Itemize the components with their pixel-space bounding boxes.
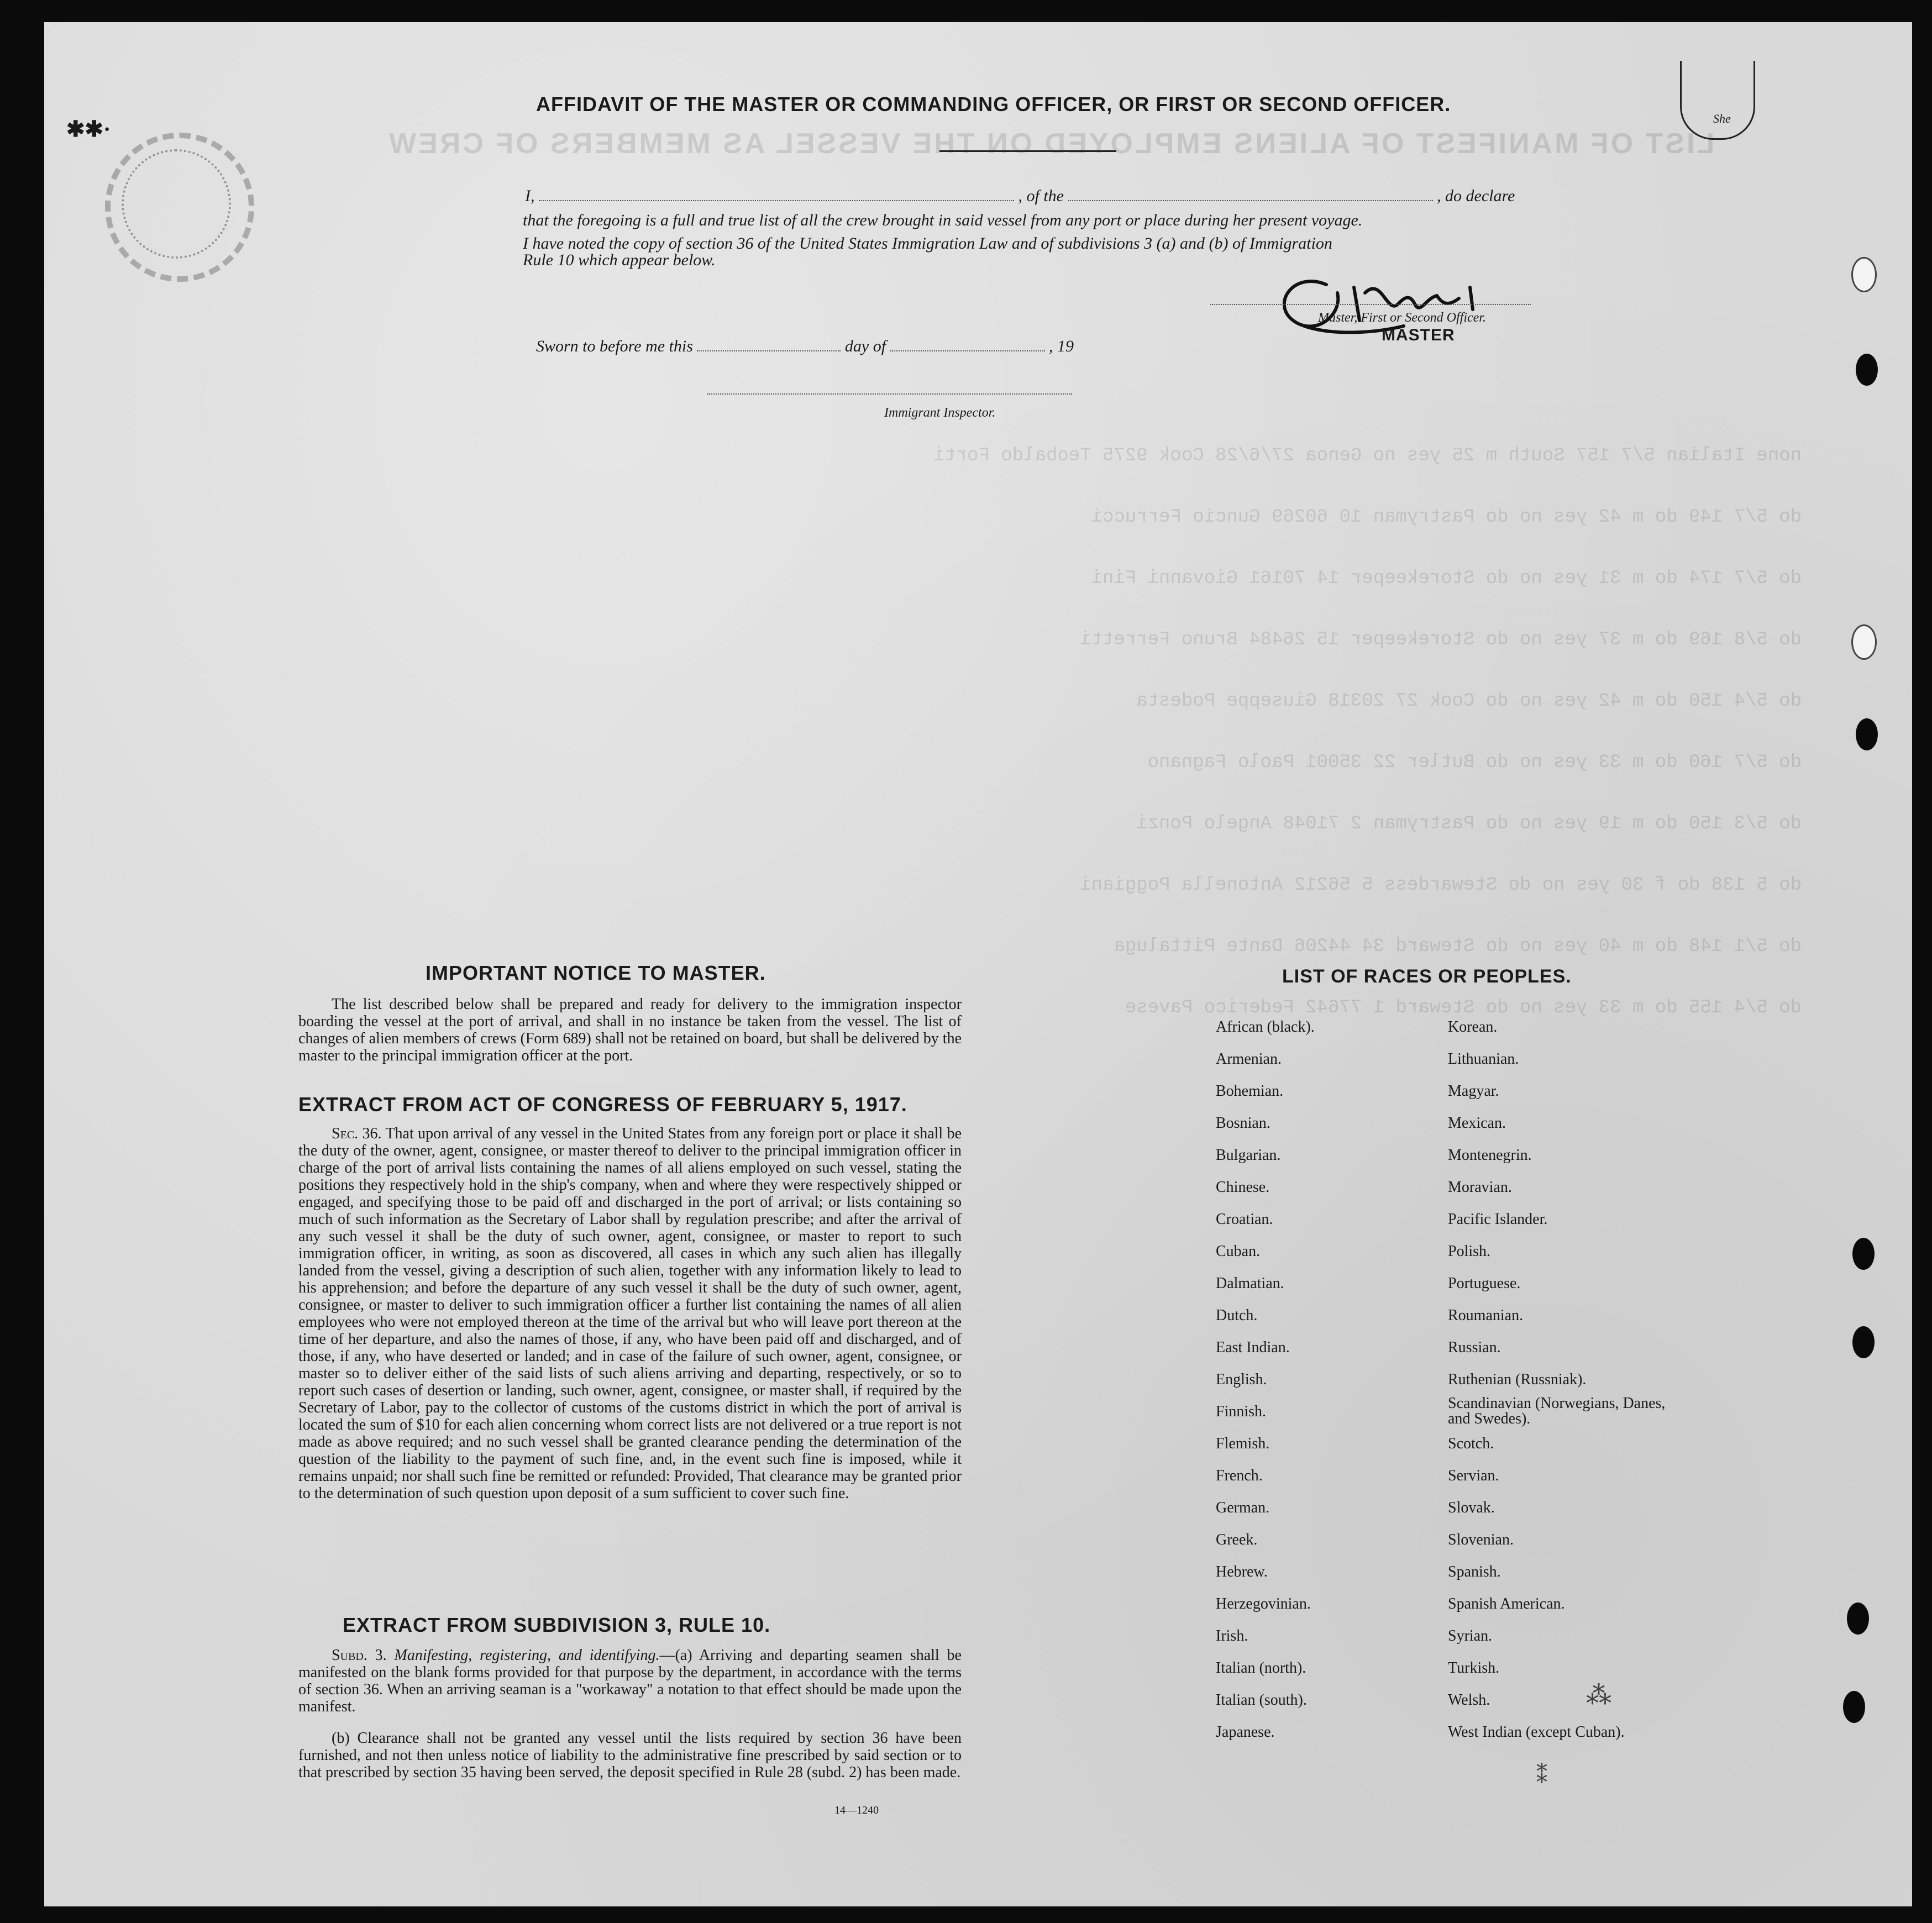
title-underline (939, 150, 1116, 152)
binder-hole (1856, 718, 1878, 750)
binder-hole (1851, 624, 1877, 660)
signature-line (1210, 304, 1531, 305)
document-page (44, 22, 1912, 1906)
race-item: Irish. (1216, 1627, 1248, 1644)
race-item: Slovak. (1448, 1499, 1495, 1516)
declaration-text: , of the (1018, 187, 1064, 205)
extract-rule-title: EXTRACT FROM SUBDIVISION 3, RULE 10. (343, 1614, 771, 1636)
form-number: 14—1240 (834, 1804, 879, 1816)
race-item: Finnish. (1216, 1403, 1267, 1420)
race-item: Servian. (1448, 1467, 1499, 1484)
notice-body: The list described below shall be prepared and ready for delivery to the immigration inspector boarding the vessel at the port of arrival, and shall in no instance be taken from the vessel. The list of changes of alien members of crews (Form 689) shall not be retained on board, but shall be delivered by the master to the principal immigration officer at the port. (298, 996, 962, 1064)
blank-month (890, 339, 1045, 351)
binder-hole (1856, 354, 1878, 386)
race-item: Polish. (1448, 1243, 1491, 1260)
race-item: Bohemian. (1216, 1083, 1284, 1100)
master-stamp: MASTER (1382, 326, 1455, 344)
blank-day (697, 339, 841, 351)
race-item: Bulgarian. (1216, 1147, 1281, 1164)
race-item: French. (1216, 1467, 1263, 1484)
declaration-line-2: that the foregoing is a full and true list of all the crew brought in said vessel from any port or place during her present voyage. (523, 211, 1363, 229)
sworn-text: Sworn to before me this (536, 337, 693, 355)
declaration-line-4: Rule 10 which appear below. (523, 251, 716, 269)
race-item: Roumanian. (1448, 1307, 1524, 1324)
race-item: Pacific Islander. (1448, 1211, 1548, 1228)
race-item: West Indian (except Cuban). (1448, 1724, 1625, 1741)
binder-hole (1852, 1326, 1875, 1358)
sworn-text: , 19 (1049, 337, 1074, 355)
race-item: English. (1216, 1371, 1267, 1388)
binder-hole (1851, 257, 1877, 292)
race-item: Herzegovinian. (1216, 1595, 1311, 1612)
ink-smudge: ⁑ (1536, 1763, 1547, 1788)
extract-act-body (298, 1125, 962, 1502)
races-right-column (1448, 1011, 1669, 1748)
section-text: That upon arrival of any vessel in the United States from any foreign port or place it shall be the duty of the owner, agent, consignee, or master thereof to deliver to the principal immigration officer in charge of the port of arrival lists containing the names of all aliens employed on such vessel, stating the positions they respectively hold in the ship's company, when and where they were respectively shipped or engaged, and specifying those to be paid off and discharged in the port of arrival; or lists containing so much of such information as the Secretary of Labor shall by regulation prescribe; and after the arrival of any such vessel it shall be the duty of such owner, agent, consignee, or master to report to such immigration officer, in writing, as soon as discovered, all cases in which any such alien has illegally landed from the vessel, giving a description of such alien, together with any information likely to lead to his apprehension; and before the departure of any such vessel it shall be the duty of such owner, agent, consignee, or master to deliver to such immigration officer a further list containing the names of all alien employees who were not employed thereon at the time of the arrival but who will leave port thereon at the time of her departure, and also the names of those, if any, who have been paid off and discharged, and of those, if any, who have deserted or landed; and in case of the failure of such owner, agent, consignee, or master so to deliver either of the said lists of such aliens arriving and departing, respectively, or so to report such cases of desertion or landing, such owner, agent, consignee, or master shall, if required by the Secretary of Labor, pay to the collector of customs of the customs district in which the port of arrival is located the sum of $10 for each alien concerning whom correct lists are not delivered or a true report is not made as above required; and no such vessel shall be granted clearance pending the determination of the question of the liability to the payment of such fine, and, in the event such fine is imposed, while it remains unpaid; nor shall such fine be remitted or refunded: Provided, That clearance may be granted prior to the determination of such question upon deposit of a sum sufficient to cover such fine. (298, 1125, 962, 1502)
race-item: Welsh. (1448, 1691, 1490, 1709)
race-item: Turkish. (1448, 1659, 1500, 1677)
extract-rule-para-b: (b) Clearance shall not be granted any vessel until the lists required by section 36 have been furnished, and not then unless notice of liability to the administrative fine prescribed by said section or to that prescribed by section 35 having been served, the deposit specified in Rule 28 (subd. 2) has been made. (298, 1730, 962, 1781)
affidavit-title: AFFIDAVIT OF THE MASTER OR COMMANDING OFFICER, OR FIRST OR SECOND OFFICER. (536, 93, 1451, 115)
race-item: Lithuanian. (1448, 1050, 1519, 1068)
race-item: Japanese. (1216, 1724, 1275, 1741)
race-item: Scotch. (1448, 1435, 1494, 1452)
race-item: Armenian. (1216, 1050, 1282, 1068)
sheet-label: She (1713, 112, 1731, 125)
race-item: Russian. (1448, 1339, 1501, 1356)
signature-label: Master, First or Second Officer. (1318, 311, 1486, 325)
ink-smudge: ⁂ (1586, 1681, 1611, 1709)
official-seal-inner-ring (122, 149, 231, 259)
race-item: Italian (north). (1216, 1659, 1306, 1677)
inspector-signature-line (707, 393, 1072, 395)
race-item: Portuguese. (1448, 1275, 1521, 1292)
declaration-text: , do declare (1437, 187, 1515, 205)
binder-hole (1843, 1691, 1865, 1723)
race-item: Dalmatian. (1216, 1275, 1284, 1292)
binder-hole (1852, 1238, 1875, 1270)
blank-officer-name (539, 189, 1014, 201)
declaration-line-1 (525, 187, 1515, 206)
declaration-text: I, (525, 187, 535, 205)
inspector-label: Immigrant Inspector. (884, 406, 996, 420)
bleed-through-rows: none Italian 5/7 157 South m 25 yes no Genoa 27/6/28 Cook 9275 Teobaldo Forti do 5/7 149 do m 42 yes no do Pastryman 10 60269 Guncio Ferrucci do 5/7 174 do m 31 yes no do Storekeeper 14 70161 Giovanni Fini do 5/8 169 do m 37 yes no do Storekeeper 15 26484 Bruno Ferretti do 5/4 150 do m 42 yes no do Cook 27 20318 Giuseppe Podesta do 5/7 160 do m 33 yes no do Butler 22 35001 Paolo Fagnano do 5/3 150 do m 19 yes no do Pastryman 2 71048 Angelo Ponzi do 5 138 do f 30 yes no do Stewardess 5 56212 Antonella Poggiani do 5/1 148 do m 40 yes no do Steward 34 44206 Dante Pittaluga do 5/4 155 do m 33 yes no do Steward 1 77642 Federico Pavese (933, 445, 1802, 1018)
ink-blot-mark: ✱✱· (66, 117, 111, 141)
race-item: Ruthenian (Russniak). (1448, 1371, 1587, 1388)
binder-hole (1847, 1602, 1869, 1635)
section-label: Sec. 36. (332, 1125, 382, 1142)
declaration-line-3: I have noted the copy of section 36 of the United States Immigration Law and of subdivisions 3 (a) and (b) of Immigration (523, 234, 1332, 253)
races-left-column (1216, 1011, 1315, 1748)
sworn-text: day of (844, 337, 886, 355)
race-item: Flemish. (1216, 1435, 1270, 1452)
race-item: German. (1216, 1499, 1270, 1516)
race-item: Dutch. (1216, 1307, 1258, 1324)
race-item: Croatian. (1216, 1211, 1273, 1228)
race-item: Greek. (1216, 1531, 1258, 1548)
subdivision-text: —(a) Arriving and departing seamen shall be manifested on the blank forms provided for that purpose by the department, in accordance with the terms of section 36. When an arriving seaman is a "workaway" a notation to that effect should be made upon the manifest. (298, 1647, 962, 1715)
race-item: Bosnian. (1216, 1115, 1271, 1132)
subdivision-heading: Manifesting, registering, and identifying. (394, 1647, 660, 1664)
race-item: Moravian. (1448, 1179, 1512, 1196)
race-item: Spanish. (1448, 1563, 1501, 1580)
notice-title: IMPORTANT NOTICE TO MASTER. (426, 961, 766, 984)
race-item: Chinese. (1216, 1179, 1270, 1196)
race-item: African (black). (1216, 1018, 1315, 1036)
page-tab-cutout (1680, 61, 1755, 140)
race-item: Korean. (1448, 1018, 1498, 1036)
race-item: Cuban. (1216, 1243, 1261, 1260)
race-item: Hebrew. (1216, 1563, 1268, 1580)
race-item: Montenegrin. (1448, 1147, 1532, 1164)
race-item: Scandinavian (Norwegians, Danes, and Swedes). (1448, 1395, 1666, 1427)
race-item: Mexican. (1448, 1115, 1506, 1132)
extract-rule-para-a (298, 1647, 962, 1715)
sworn-line (536, 337, 1074, 356)
race-item: Syrian. (1448, 1627, 1493, 1644)
race-item: Magyar. (1448, 1083, 1499, 1100)
bleed-through-header: LIST OF MANIFEST OF ALIENS EMPLOYED ON THE VESSEL AS MEMBERS OF CREW (387, 128, 1715, 160)
subdivision-label: Subd. 3. (332, 1647, 387, 1664)
blank-vessel-name (1068, 189, 1433, 201)
extract-act-title: EXTRACT FROM ACT OF CONGRESS OF FEBRUARY 5, 1917. (298, 1093, 907, 1116)
race-item: Italian (south). (1216, 1691, 1307, 1709)
race-item: East Indian. (1216, 1339, 1290, 1356)
race-item: Slovenian. (1448, 1531, 1514, 1548)
race-item: Spanish American. (1448, 1595, 1565, 1612)
races-title: LIST OF RACES OR PEOPLES. (1282, 966, 1572, 987)
